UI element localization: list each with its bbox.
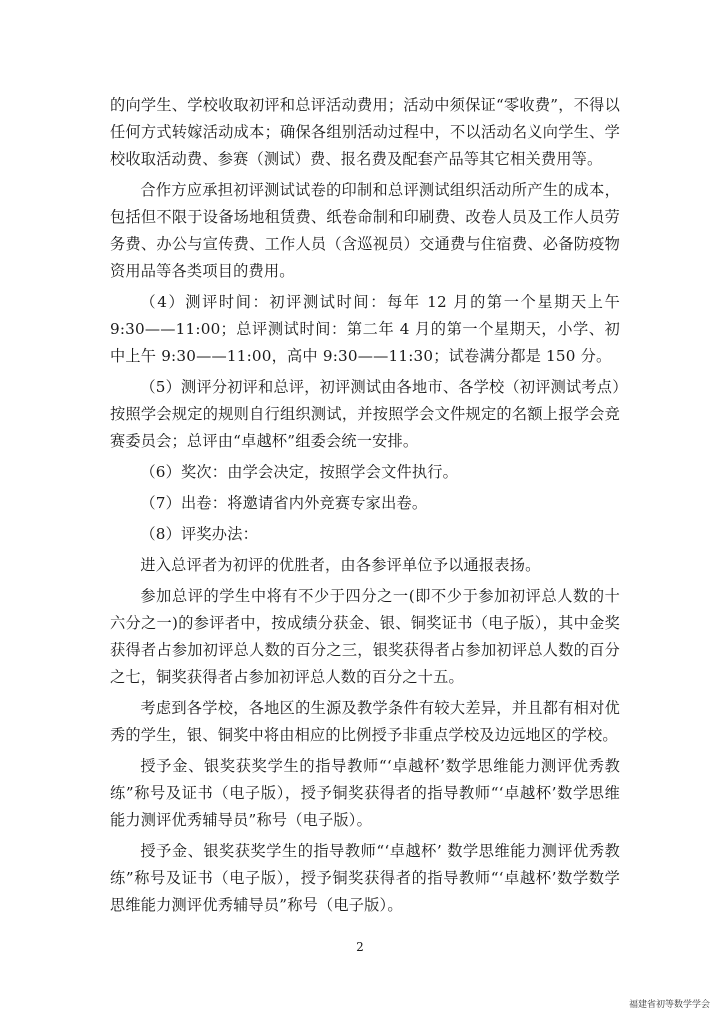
paragraph-regional-consideration: 考虑到各学校，各地区的生源及教学条件有较大差异，并且都有相对优秀的学生，银、铜奖中将由相应的比例授予非重点学校及边远地区的学校。	[110, 699, 620, 744]
paragraph-paper-setting: （7）出卷：将邀请省内外竞赛专家出卷。	[140, 494, 428, 512]
paragraph-evaluation-rounds: （5）测评分初评和总评，初评测试由各地市、各学校（初评测试考点）按照学会规定的规则自行组织测试，并按照学会文件规定的名额上报学会竞赛委员会；总评由“卓越杯”组委会统一安排。	[110, 378, 620, 450]
paragraph-coach-honors-1: 授予金、银奖获奖学生的指导教师“‘卓越杯’数学思维能力测评优秀教练”称号及证书（电子版），授予铜奖获得者的指导教师“‘卓越杯’数学思维能力测评优秀辅导员”称号（电子版）。	[110, 757, 620, 829]
paragraph-finalists: 进入总评者为初评的优胜者，由各参评单位予以通报表扬。	[140, 556, 541, 574]
paragraph-award-ratios: 参加总评的学生中将有不少于四分之一(即不少于参加初评总人数的十六分之一)的参评者中，按成绩分获金、银、铜奖证书（电子版），其中金奖获得者占参加初评总人数的百分之三，银奖获得者占参加初评总人数的百分之七，铜奖获得者占参加初评总人数的百分之十五。	[110, 587, 620, 686]
document-body	[110, 92, 620, 923]
page-number: 2	[356, 940, 364, 954]
paragraph-partner-costs: 合作方应承担初评测试试卷的印制和总评测试组织活动所产生的成本，包括但不限于设备场地租赁费、纸卷命制和印刷费、改卷人员及工作人员劳务费、办公与宣传费、工作人员（含巡视员）交通费与住宿费、必备防疫物资用品等各类项目的费用。	[110, 181, 620, 280]
paragraph-coach-honors-2: 授予金、银奖获奖学生的指导教师“‘卓越杯’ 数学思维能力测评优秀教练”称号及证书（电子版），授予铜奖获得者的指导教师“‘卓越杯’数学数学思维能力测评优秀辅导员”称号（电子版）。	[110, 842, 620, 914]
paragraph-award-method-heading: （8）评奖办法：	[140, 525, 258, 543]
paragraph-award-levels: （6）奖次：由学会决定，按照学会文件执行。	[140, 463, 459, 481]
paragraph-test-time: （4）测评时间：初评测试时间：每年 12 月的第一个星期天上午 9:30——11:00；总评测试时间：第二年 4 月的第一个星期天，小学、初中上午 9:30——11:00，高中 9:30——11:30；试卷满分都是 150 分。	[110, 293, 620, 365]
watermark-text: 福建省初等数学学会	[628, 1000, 710, 1010]
paragraph-continued-fees: 的向学生、学校收取初评和总评活动费用；活动中须保证“零收费”，不得以任何方式转嫁活动成本；确保各组别活动过程中，不以活动名义向学生、学校收取活动费、参赛（测试）费、报名费及配套产品等其它相关费用等。	[110, 96, 620, 168]
